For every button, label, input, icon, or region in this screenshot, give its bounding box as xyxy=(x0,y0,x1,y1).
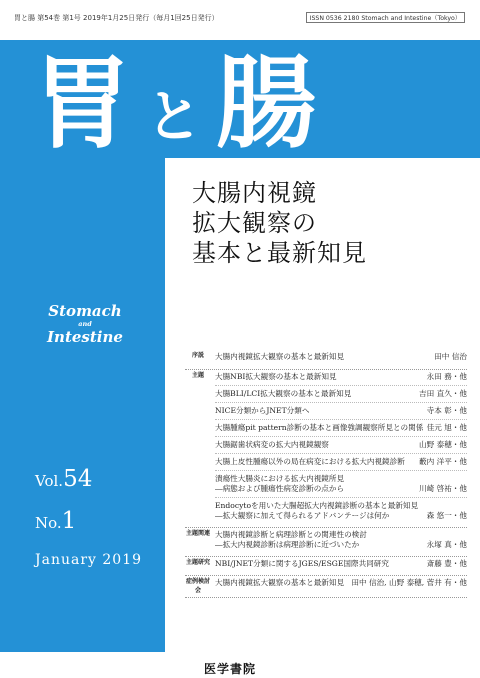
toc-item xyxy=(215,559,467,572)
toc-item-author: 永田 務・他 xyxy=(426,372,467,381)
toc-item-author: 斎藤 豊・他 xyxy=(426,559,467,568)
toc-section-label: 症例検討会 xyxy=(185,578,210,594)
toc-item-title: 大腸上皮性腫瘍以外の局在病変における拡大内視鏡診断 xyxy=(215,457,405,466)
english-word-intestine: Intestine xyxy=(47,328,123,346)
journal-english-name xyxy=(20,303,150,346)
toc-item-title: ―拡大観察に加えて得られるアドバンテージは何か xyxy=(215,511,390,520)
title-char-1: 胃 xyxy=(32,44,132,162)
toc-item-author: 山野 泰穂・他 xyxy=(419,440,467,449)
toc-item-author: 藪内 洋平・他 xyxy=(419,457,467,466)
journal-title xyxy=(32,44,316,162)
toc-item xyxy=(215,385,467,402)
toc-item-title: NICE分類からJNET分類へ xyxy=(215,406,310,415)
title-char-3: 腸 xyxy=(216,44,316,162)
toc-item xyxy=(215,453,467,470)
top-info-bar xyxy=(0,0,480,40)
title-char-2: と xyxy=(146,84,202,150)
publication-info: 胃と腸 第54巻 第1号 2019年1月25日発行（毎月1回25日発行） xyxy=(14,14,219,22)
toc-item xyxy=(215,578,467,591)
toc-item-title: 大腸BLI/LCI拡大観察の基本と最新知見 xyxy=(215,389,352,398)
issue-label: No. xyxy=(35,514,62,532)
table-of-contents xyxy=(185,350,467,598)
volume-label: Vol. xyxy=(35,472,64,490)
issue-number xyxy=(35,508,76,534)
toc-section-label: 主題研究 xyxy=(185,559,210,566)
toc-item-author: 田中 信治, 山野 泰穂, 菅井 有・他 xyxy=(351,578,467,587)
issue-date: January 2019 xyxy=(35,552,143,568)
toc-section-label: 主題関連 xyxy=(185,530,210,537)
toc-item-author: 川崎 啓祐・他 xyxy=(419,484,467,493)
volume-number xyxy=(35,466,92,492)
toc-item-title: 大腸内視鏡拡大観察の基本と最新知見 xyxy=(215,352,345,361)
toc-item xyxy=(215,436,467,453)
toc-section-label: 主題 xyxy=(191,372,204,379)
feature-line-2: 拡大観察の xyxy=(192,209,317,237)
feature-line-3: 基本と最新知見 xyxy=(192,239,367,267)
toc-item xyxy=(215,419,467,436)
toc-section xyxy=(185,576,467,598)
toc-item-title: 潰瘍性大腸炎における拡大内視鏡所見 xyxy=(215,474,345,483)
english-word-and: and xyxy=(78,320,92,328)
toc-item xyxy=(215,372,467,385)
toc-section xyxy=(185,557,467,576)
toc-item-title: 大腸NBI拡大観察の基本と最新知見 xyxy=(215,372,337,381)
toc-item-author: 寺本 彰・他 xyxy=(426,406,467,415)
issue-value: 1 xyxy=(61,508,77,534)
toc-section xyxy=(185,370,467,528)
toc-item xyxy=(215,402,467,419)
toc-section xyxy=(185,528,467,557)
toc-item xyxy=(215,352,467,365)
toc-item-title: 大腸内視鏡拡大観察の基本と最新知見 xyxy=(215,578,345,587)
feature-title xyxy=(192,178,367,268)
toc-item-author: 佳元 旭・他 xyxy=(426,423,467,432)
issn-box: ISSN 0536 2180 Stomach and Intestine（Tokyo） xyxy=(306,12,465,23)
toc-item-author: 田中 信治 xyxy=(434,352,467,361)
toc-item-title: ―拡大内視鏡診断は病理診断に近づいたか xyxy=(215,540,360,549)
publisher-name: 医学書院 xyxy=(204,662,257,676)
toc-item-author: 森 悠一・他 xyxy=(426,511,467,520)
toc-item xyxy=(215,530,467,553)
toc-item-title: 大腸鋸歯状病変の拡大内視鏡観察 xyxy=(215,440,329,449)
toc-item-title: 大腸腫瘍pit pattern診断の基本と画像強調観察所見との関係 xyxy=(215,423,424,432)
toc-section xyxy=(185,350,467,370)
toc-section-label: 序説 xyxy=(191,352,204,359)
toc-item-author: 永塚 真・他 xyxy=(426,540,467,549)
feature-line-1: 大腸内視鏡 xyxy=(192,179,317,207)
toc-item-title: Endocytoを用いた大腸超拡大内視鏡診断の基本と最新知見 xyxy=(215,501,419,510)
english-word-stomach: Stomach xyxy=(48,302,122,320)
toc-item-author: 吉田 直久・他 xyxy=(419,389,467,398)
toc-item xyxy=(215,497,467,524)
toc-item-title: NBI/JNET分類に関するJGES/ESGE国際共同研究 xyxy=(215,559,389,568)
toc-item xyxy=(215,470,467,497)
toc-item-title: 大腸内視鏡診断と病理診断との関連性の検討 xyxy=(215,530,367,539)
volume-value: 54 xyxy=(63,466,93,492)
toc-item-title: ―病態および腫瘍性病変診断の点から xyxy=(215,484,345,493)
